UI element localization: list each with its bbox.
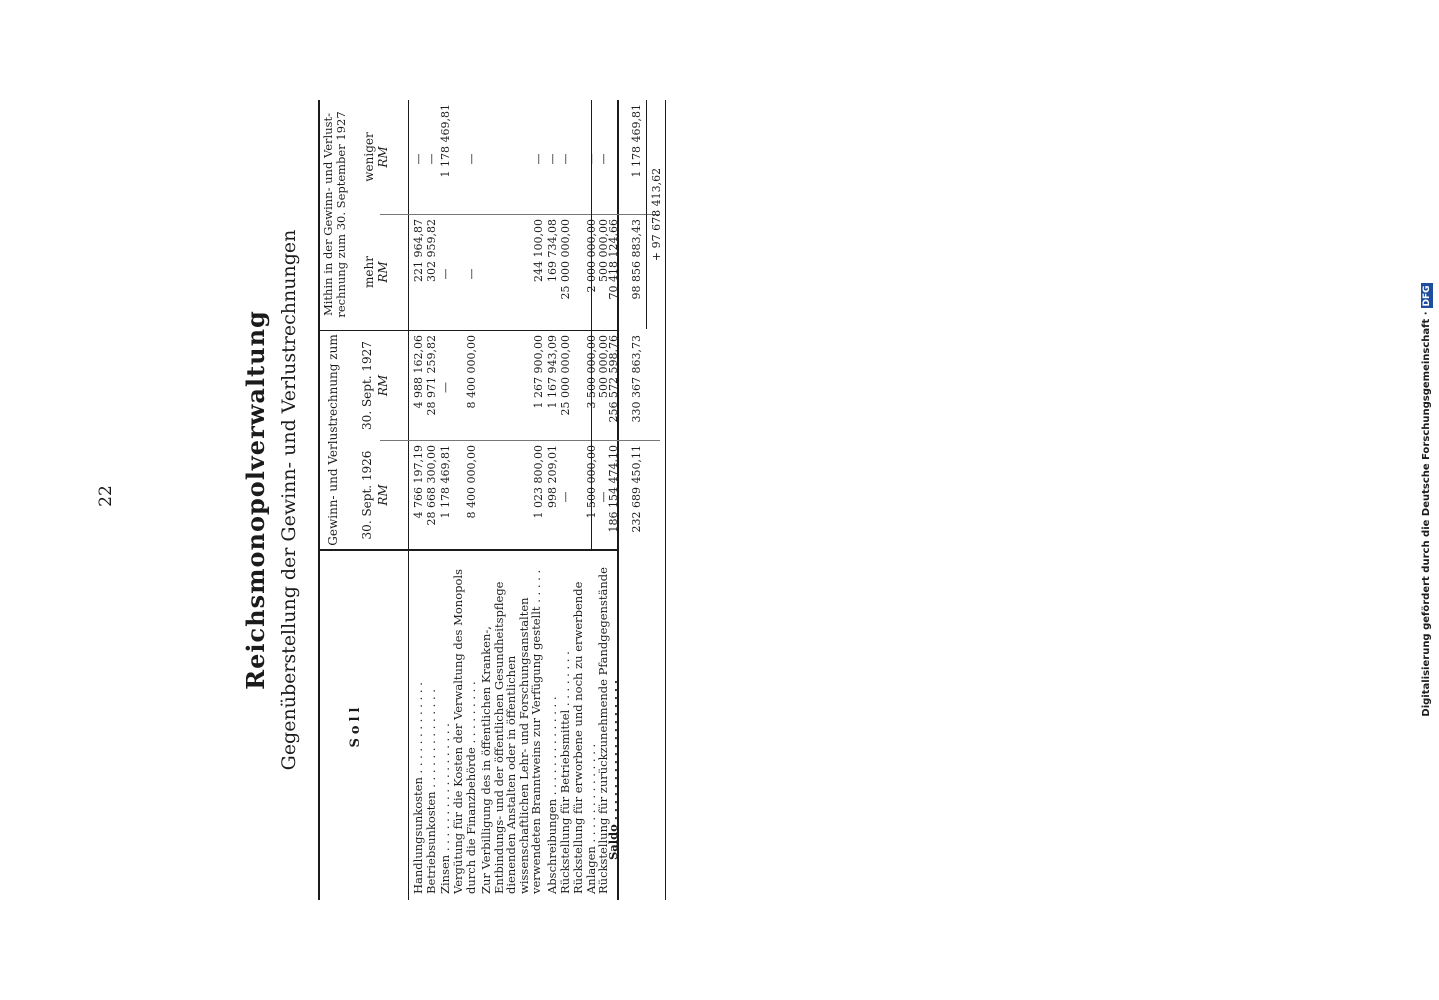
dfg-credit — [1421, 270, 1439, 730]
row-label: Rückstellung für erworbene und noch zu erwerbende Anlagen . . . . . . . . . . . . . . — [571, 581, 598, 894]
dfg-logo: DFG — [1422, 285, 1432, 307]
cell-1927: 1 167 943,09 — [546, 335, 559, 409]
cell-mehr: 221 964,87 — [412, 219, 425, 282]
cell-1927: 25 000 000,00 — [559, 335, 572, 416]
net-difference: + 97 678 413,62 — [650, 167, 663, 262]
header-bottom-rule — [408, 100, 409, 900]
col4-unit: RM — [376, 146, 390, 168]
cell-1926: 28 668 300,00 — [425, 445, 438, 526]
cell-1926: — — [559, 491, 572, 503]
cell-1926: 1 178 469,81 — [439, 445, 452, 519]
row-label: Abschreibungen . . . . . . . . . . . . . . — [545, 696, 559, 894]
cell-weniger: 1 178 469,81 — [439, 104, 452, 178]
cell-weniger: — — [546, 153, 559, 165]
rotated-document — [180, 100, 780, 900]
cell-mehr: 302 959,82 — [425, 219, 438, 282]
cell-mehr: 169 734,08 — [546, 219, 559, 282]
cell-weniger: — — [559, 153, 572, 165]
col2-unit: RM — [376, 374, 390, 397]
document-title: Reichsmonopolverwaltung — [241, 310, 270, 690]
cell-1926: 186 154 474,10 — [607, 445, 620, 533]
cell-1927: 8 400 000,00 — [465, 335, 478, 409]
soll-header: Soll — [348, 703, 363, 748]
total-weniger: 1 178 469,81 — [630, 104, 643, 178]
cell-1927: 4 988 162,06 — [412, 335, 425, 409]
document-subtitle: Gegenüberstellung der Gewinn- und Verlustrechnungen — [278, 229, 300, 771]
cell-weniger: — — [412, 153, 425, 165]
cell-1927: 1 267 900,00 — [532, 335, 545, 409]
row-label: Betriebsunkosten . . . . . . . . . . . . . . — [424, 689, 438, 894]
col2-header: 30. Sept. 1927 — [360, 341, 374, 430]
cell-mehr: — — [465, 268, 478, 280]
cell-1927: — — [439, 382, 452, 393]
cell-mehr: 25 000 000,00 — [559, 219, 572, 300]
col1-header: 30. Sept. 1926 — [360, 450, 374, 540]
cell-1927: 256 572 598,76 — [607, 335, 620, 423]
cell-weniger: — — [532, 153, 545, 165]
col-divider-1 — [380, 440, 660, 441]
cell-weniger: — — [585, 153, 598, 165]
cell-1926: 8 400 000,00 — [465, 445, 478, 519]
row-label: Rückstellung für zurückzunehmende Pfandgegenstände — [596, 567, 610, 894]
end-rule — [665, 100, 666, 900]
col4-header: weniger — [362, 132, 376, 182]
cell-mehr: 70 418 124,66 — [607, 219, 620, 300]
cell-1926: 1 500 000,00 — [585, 445, 598, 519]
col3-unit: RM — [376, 261, 390, 283]
row-label: Zur Verbilligung des in öffentlichen Kranken-, Entbindungs- und der öffentlichen Gesundheitspflege dienenden Anstalten oder in öffentlichen wissenschaftlichen Lehr- und Forschungsanstalten verwendeten Branntweins zur Verfügung gestellt . . . . . — [479, 569, 543, 894]
cell-weniger: — — [465, 153, 478, 165]
cell-weniger: — — [597, 153, 610, 165]
total-mehr: 98 856 883,43 — [630, 219, 643, 300]
row-label: Zinsen . . . . . . . . . . . . . . . . . . — [438, 723, 452, 894]
group1-header: Gewinn- und Verlustrechnung zum — [326, 334, 340, 546]
cell-1926: — — [597, 491, 610, 503]
cell-mehr: 244 100,00 — [532, 219, 545, 282]
credit-text: Digitalisierung gefördert durch die Deutsche Forschungsgemeinschaft · — [1421, 311, 1432, 717]
col3-header: mehr — [362, 256, 376, 288]
group2-header: Mithin in der Gewinn- und Verlust-rechnung zum 30. September 1927 — [321, 111, 348, 318]
row-label: Vergütung für die Kosten der Verwaltung des Monopols durch die Finanzbehörde . . . . . . . . . — [451, 568, 478, 894]
col-divider-3 — [380, 214, 660, 215]
cell-1926: 998 209,01 — [546, 445, 559, 508]
total-1927: 330 367 863,73 — [630, 335, 643, 423]
total-1926: 232 689 450,11 — [630, 445, 643, 533]
cell-weniger: — — [425, 153, 438, 165]
cell-1926: 4 766 197,19 — [412, 445, 425, 519]
cell-mehr: 2 000 000,00 — [585, 219, 598, 293]
cell-mehr: — — [439, 268, 452, 280]
row-label: Saldo . . . . . . . . . . . . . . . . . . — [606, 680, 620, 860]
cell-1927: 500 000,00 — [597, 335, 610, 398]
cell-1927: 3 500 000,00 — [585, 335, 598, 409]
table-top-rule — [318, 100, 320, 900]
cell-mehr: 500 000,00 — [597, 219, 610, 282]
cell-1926: 1 023 800,00 — [532, 445, 545, 519]
row-label: Rückstellung für Betriebsmittel . . . . . . . . — [558, 651, 572, 894]
row-label: Handlungsunkosten . . . . . . . . . . . . . — [411, 682, 425, 894]
col1-unit: RM — [376, 484, 390, 506]
cell-1927: 28 971 259,82 — [425, 335, 438, 416]
net-bracket-rule — [646, 100, 647, 329]
page-number: 22 — [96, 485, 116, 507]
